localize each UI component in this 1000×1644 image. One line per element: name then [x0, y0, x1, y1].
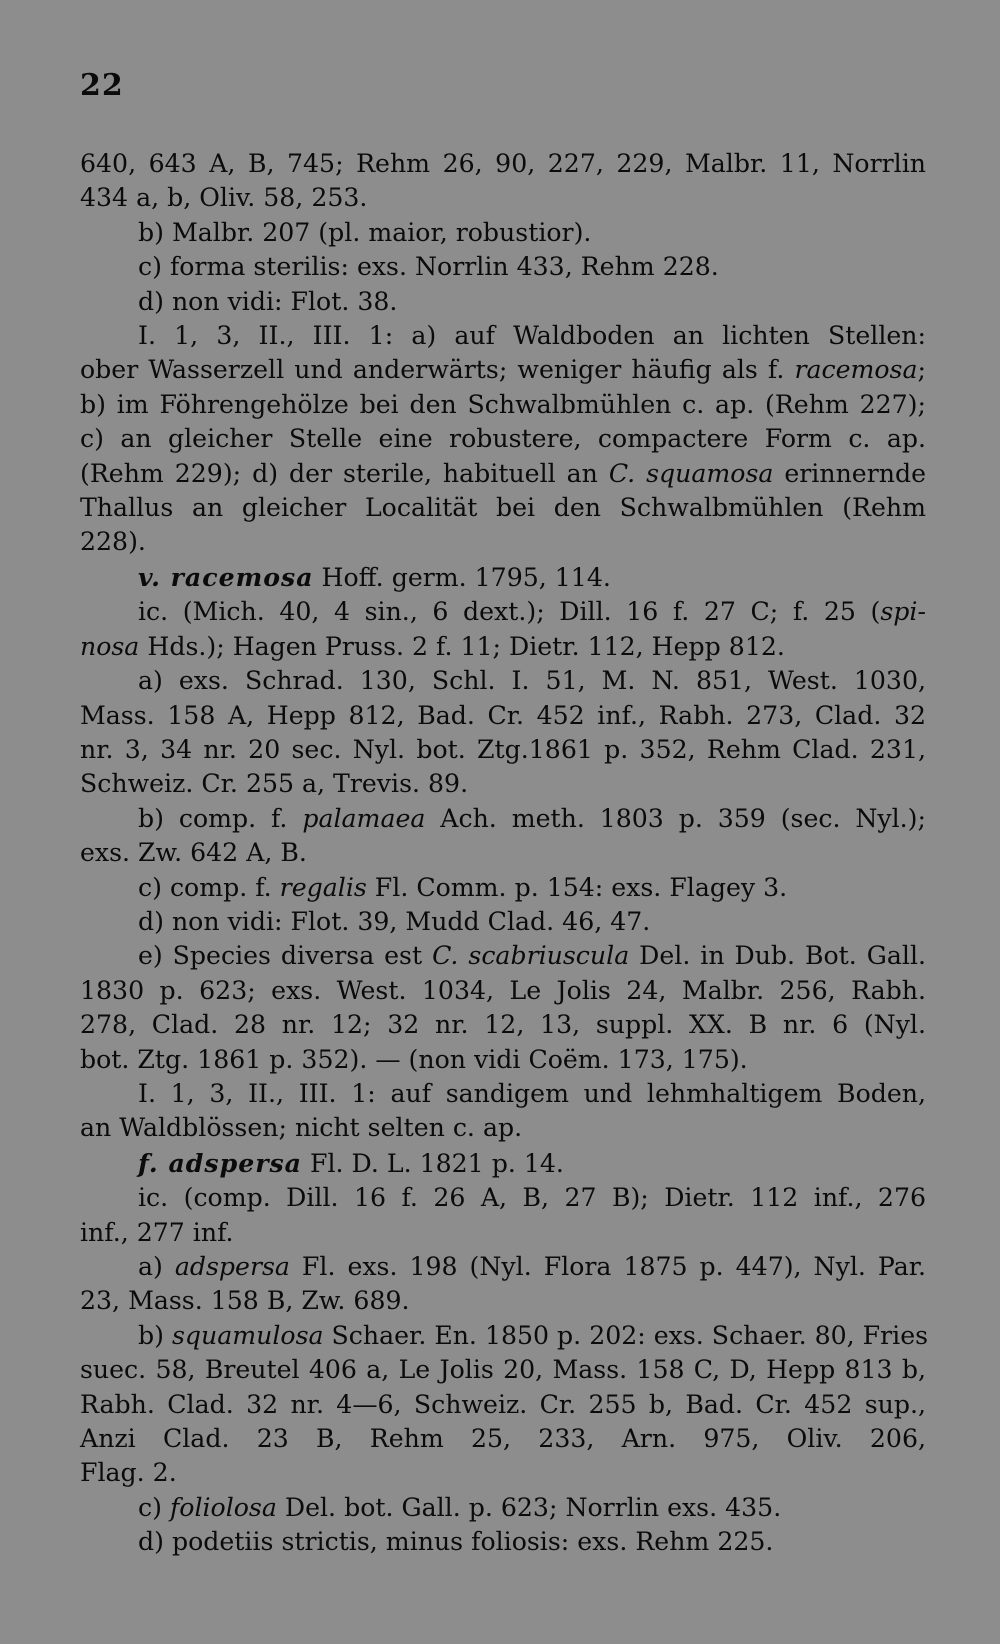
text-run: b) [138, 1320, 172, 1350]
text-line [80, 1319, 929, 1353]
text-run: e) Species diversa est [138, 941, 433, 971]
text-line [80, 699, 926, 733]
italic-name: adspersa [174, 1252, 290, 1281]
text-run: an Waldblössen; nicht selten c. ap. [80, 1113, 523, 1143]
text-run: Schaer. En. 1850 p. 202: exs. Schaer. 80, Fries [323, 1320, 929, 1350]
italic-name: C. squamosa [608, 458, 774, 488]
text-line [80, 939, 926, 973]
text-line [80, 285, 926, 319]
text-line [80, 181, 926, 215]
text-run: Fl. D. L. 1821 p. 14. [302, 1148, 564, 1178]
page-number: 22 [80, 68, 124, 103]
text-line [80, 353, 926, 387]
text-run: Thallus an gleicher Localität bei den Schwalbmühlen (Rehm [80, 493, 926, 523]
text-run: c) comp. f. [138, 872, 280, 902]
text-line [80, 1146, 926, 1181]
text-run: 1830 p. 623; exs. West. 1034, Le Jolis 24, Malbr. 256, Rabh. [80, 975, 926, 1005]
text-run: Hoff. germ. 1795, 114. [313, 562, 611, 592]
text-run: ic. (Mich. 40, 4 sin., 6 dext.); Dill. 16 f. 27 C; f. 25 ( [138, 597, 881, 627]
text-line [80, 491, 926, 525]
text-line [80, 1525, 926, 1559]
text-run: 278, Clad. 28 nr. 12; 32 nr. 12, 13, suppl. XX. B nr. 6 (Nyl. [80, 1010, 926, 1040]
text-run: Rabh. Clad. 32 nr. 4—6, Schweiz. Cr. 255 b, Bad. Cr. 452 sup., [80, 1389, 926, 1419]
text-line [80, 630, 926, 664]
italic-name: spi- [880, 597, 926, 627]
text-line [80, 1077, 926, 1111]
text-line [80, 422, 926, 456]
text-run: b) Malbr. 207 (pl. maior, robustior). [138, 217, 592, 247]
text-line [80, 1181, 926, 1215]
text-run: b) comp. f. [138, 803, 303, 833]
text-run: Del. in Dub. Bot. Gall. [629, 941, 927, 971]
text-line [80, 250, 926, 284]
text-line [80, 1250, 926, 1284]
text-line [80, 1388, 926, 1422]
italic-name: racemosa [794, 355, 918, 385]
text-run: nr. 3, 34 nr. 20 sec. Nyl. bot. Ztg.1861 p. 352, Rehm Clad. 231, [80, 734, 926, 764]
text-line [80, 147, 926, 181]
italic-name: regalis [279, 872, 367, 902]
text-run: b) im Föhrengehölze bei den Schwalbmühlen c. ap. (Rehm 227); [80, 389, 926, 419]
text-line [80, 1491, 926, 1525]
text-line [80, 319, 926, 353]
text-run: c) forma sterilis: exs. Norrlin 433, Rehm 228. [138, 252, 719, 282]
text-run: (Rehm 229); d) der sterile, habituell an [80, 458, 609, 488]
text-line [80, 525, 926, 559]
text-line [80, 1422, 926, 1456]
text-run: exs. Zw. 642 A, B. [80, 838, 307, 868]
text-run: 228). [80, 527, 146, 557]
text-run: c) [138, 1492, 170, 1522]
text-run: Fl. exs. 198 (Nyl. Flora 1875 p. 447), Nyl. Par. [289, 1252, 926, 1281]
text-run: suec. 58, Breutel 406 a, Le Jolis 20, Mass. 158 C, D, Hepp 813 b, [80, 1355, 926, 1385]
text-run: Flag. 2. [80, 1458, 177, 1488]
text-line [80, 1008, 926, 1042]
text-line [80, 974, 926, 1008]
taxon-heading: v. racemosa [138, 561, 314, 592]
text-line [80, 1456, 926, 1490]
text-run: d) podetiis strictis, minus foliosis: exs. Rehm 225. [138, 1527, 774, 1557]
text-line [80, 560, 926, 595]
text-run: a) exs. Schrad. 130, Schl. I. 51, M. N. 851, West. 1030, [138, 666, 926, 696]
text-line [80, 595, 926, 629]
text-line [80, 1216, 926, 1250]
text-line [80, 1111, 926, 1145]
text-run: Mass. 158 A, Hepp 812, Bad. Cr. 452 inf., Rabh. 273, Clad. 32 [80, 700, 926, 730]
text-line [80, 457, 926, 491]
text-run: 640, 643 A, B, 745; Rehm 26, 90, 227, 229, Malbr. 11, Norrlin [80, 149, 926, 178]
text-line [80, 767, 926, 801]
text-line [80, 216, 926, 250]
text-run: I. 1, 3, II., III. 1: auf sandigem und lehmhaltigem Boden, [138, 1078, 926, 1108]
text-line [80, 836, 926, 870]
text-run: Schweiz. Cr. 255 a, Trevis. 89. [80, 769, 469, 799]
italic-name: foliolosa [169, 1492, 277, 1522]
text-run: c) an gleicher Stelle eine robustere, compactere Form c. ap. [80, 424, 926, 454]
text-line [80, 1353, 926, 1387]
text-run: ober Wasserzell und anderwärts; weniger häufig als f. [80, 355, 795, 385]
italic-name: squamulosa [171, 1320, 324, 1350]
text-run: bot. Ztg. 1861 p. 352). — (non vidi Coëm. 173, 175). [80, 1044, 748, 1074]
text-run: d) non vidi: Flot. 39, Mudd Clad. 46, 47. [138, 906, 651, 936]
italic-name: palamaea [302, 803, 426, 833]
text-run: 23, Mass. 158 B, Zw. 689. [80, 1286, 410, 1316]
text-line [80, 802, 926, 836]
text-run: inf., 277 inf. [80, 1217, 234, 1247]
text-run: ic. (comp. Dill. 16 f. 26 A, B, 27 B); Dietr. 112 inf., 276 [138, 1183, 926, 1213]
italic-name: C. scabriuscula [432, 941, 630, 971]
text-line [80, 733, 926, 767]
text-line [80, 1043, 926, 1077]
text-run: Hds.); Hagen Pruss. 2 f. 11; Dietr. 112, Hepp 812. [139, 631, 785, 661]
text-run: d) non vidi: Flot. 38. [138, 286, 398, 316]
text-run: Del. bot. Gall. p. 623; Norrlin exs. 435. [276, 1492, 782, 1522]
body-text [80, 147, 929, 1560]
text-line [80, 388, 926, 422]
text-run: I. 1, 3, II., III. 1: a) auf Waldboden an lichten Stellen: [138, 321, 926, 351]
text-run: a) [138, 1252, 175, 1281]
text-line [80, 664, 926, 698]
italic-name: nosa [80, 631, 140, 661]
text-run: erinnernde [773, 458, 927, 488]
text-line [80, 1284, 926, 1318]
text-line [80, 905, 926, 939]
text-run: 434 a, b, Oliv. 58, 253. [80, 183, 368, 213]
text-run: Fl. Comm. p. 154: exs. Flagey 3. [366, 872, 788, 902]
text-run: ; [917, 355, 926, 385]
taxon-heading: f. adspersa [138, 1147, 302, 1178]
text-run: Ach. meth. 1803 p. 359 (sec. Nyl.); [425, 803, 926, 833]
text-line [80, 871, 926, 905]
text-run: Anzi Clad. 23 B, Rehm 25, 233, Arn. 975, Oliv. 206, [80, 1424, 926, 1454]
